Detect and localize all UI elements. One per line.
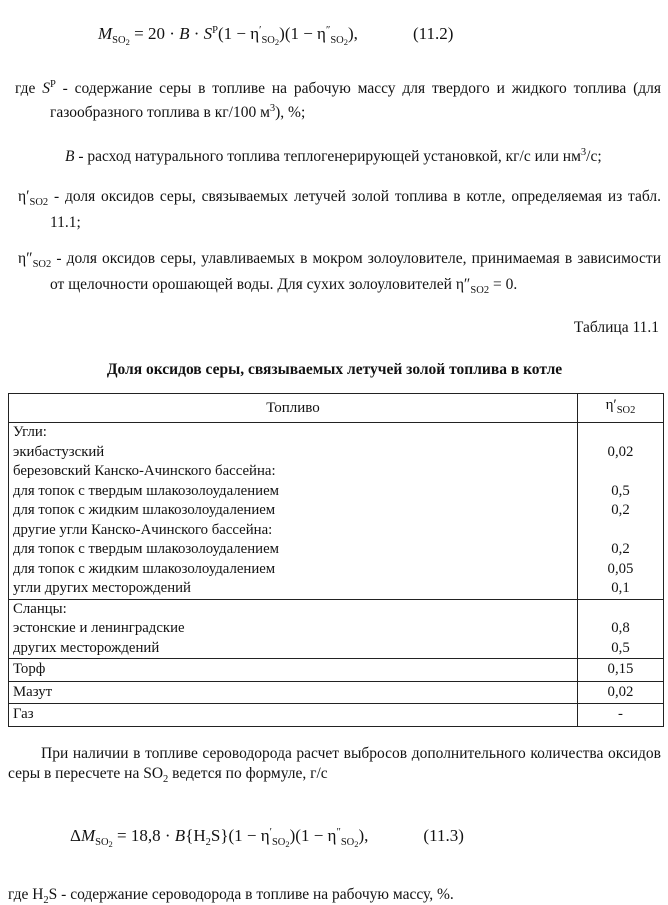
formula-11-2-term2: (1 − η <box>284 24 326 43</box>
formula-11-2-term2-close: ), <box>348 24 358 43</box>
so2-subscript: 2 <box>163 773 169 785</box>
formula-11-2-double-prime: ″ <box>325 25 331 36</box>
fuel-cell: для топок с твердым шлакозолоудалением <box>13 541 280 557</box>
cubic-meter-superscript: 3 <box>269 103 276 114</box>
formula-11-3-term1-subscript: SO2 <box>271 836 290 849</box>
formula-11-2-term2-subscript: SO2 <box>330 35 349 47</box>
formula-11-3-prime: ′ <box>269 826 272 838</box>
value-cell: 0,5 <box>578 639 664 659</box>
table-title: Доля оксидов серы, связываемых летучей золой топлива в котле <box>106 361 563 378</box>
formula-11-3-h2s-open: {H <box>185 825 206 845</box>
formula-11-3-variable-b: B <box>174 825 186 845</box>
definition-eta-double-prime <box>18 249 661 301</box>
definition-h2s <box>8 885 661 905</box>
value-cell: 0,5 <box>578 482 664 502</box>
symbol-eta-subscript: SO2 <box>32 259 52 270</box>
fuel-table-header <box>9 394 664 423</box>
value-cell <box>578 599 664 619</box>
table-row <box>9 423 664 443</box>
fuel-table-group <box>9 659 664 682</box>
formula-11-2-subscript-so2: SO2 <box>112 35 130 47</box>
definition-fuel-consumption <box>50 143 661 167</box>
table-header-row <box>9 394 664 423</box>
formula-11-3-variable-m: M <box>80 825 96 845</box>
definition-text: - расход натурального топлива теплогенерирующей установкой, кг/с или нм <box>74 148 581 165</box>
closing-paragraph <box>8 744 661 790</box>
closing-text: При наличии в топливе сероводорода расчет выбросов дополнительного количества оксидов серы в пересчете на SO <box>8 744 661 782</box>
formula-11-2-equals: = 20 · <box>129 24 180 43</box>
fuel-table-group <box>9 704 664 727</box>
formula-11-2-variable-s: S <box>203 24 213 43</box>
table-row <box>9 501 664 521</box>
formula-11-3-h2-subscript: 2 <box>205 836 211 848</box>
definition-text: - доля оксидов серы, связываемых летучей золой топлива в котле, определяемая из табл. 11.1; <box>48 188 661 231</box>
table-row <box>9 599 664 619</box>
formula-11-2-term1-subscript: SO2 <box>261 35 280 47</box>
value-cell <box>578 521 664 541</box>
fuel-cell: Сланцы: <box>13 600 67 617</box>
symbol-eta-subscript: SO2 <box>29 197 49 208</box>
symbol-b: B <box>65 148 75 165</box>
fuel-cell: для топок с жидким шлакозолоудалением <box>13 502 276 518</box>
definition-lead: где <box>15 80 43 97</box>
definition-sulfur-content <box>15 75 661 123</box>
fuel-cell: экибастузский <box>13 443 105 460</box>
fuel-table-group <box>9 423 664 600</box>
symbol-eta-double-prime: η″ <box>18 250 33 267</box>
definition-eta-prime <box>18 187 661 233</box>
value-cell <box>578 423 664 443</box>
value-cell: 0,15 <box>578 659 664 682</box>
definition-tail: S - содержание сероводорода в топливе на рабочую массу, %. <box>48 885 454 903</box>
value-cell: 0,1 <box>578 579 664 599</box>
formula-11-3-subscript-so2: SO2 <box>95 836 113 849</box>
fuel-table-group <box>9 681 664 704</box>
formula-11-3-h2s-close: S}(1 − η <box>210 825 270 845</box>
table-row <box>9 639 664 659</box>
symbol-eta-prime: η′ <box>18 188 30 205</box>
fuel-cell: Газ <box>13 706 34 722</box>
fuel-cell: Угли: <box>13 424 47 440</box>
table-number-label: Таблица 11.1 <box>573 319 659 336</box>
formula-11-2-term1: (1 − η <box>218 24 260 43</box>
formula-11-3-equals: = 18,8 · <box>112 825 175 845</box>
fuel-cell: другие угли Канско-Ачинского бассейна: <box>13 521 273 538</box>
definition-text: - доля оксидов серы, улавливаемых в мокром золоуловителе, принимаемая в зависимости от щелочности орошающей воды. Для сухих золоуловителей η″ <box>50 250 661 293</box>
formula-11-3-term2-subscript: SO2 <box>340 836 359 849</box>
table-row <box>9 659 664 682</box>
fuel-cell: для топок с твердым шлакозолоудалением <box>13 482 280 499</box>
table-row <box>9 443 664 463</box>
fuel-cell: Торф <box>13 661 46 677</box>
h2-subscript: 2 <box>43 894 49 905</box>
table-row <box>9 681 664 704</box>
formula-11-3 <box>70 820 661 857</box>
definition-text: где H <box>8 885 44 903</box>
formula-11-2-variable-b: B <box>179 24 190 43</box>
header-fuel: Топливо <box>9 394 578 423</box>
fuel-table <box>8 393 664 727</box>
definition-tail: ), %; <box>275 104 306 121</box>
definition-text: - содержание серы в топливе на рабочую массу для твердого и жидкого топлива (для газообразного топлива в кг/100 м <box>50 80 661 121</box>
symbol-eta-subscript-2: SO2 <box>470 285 490 296</box>
table-row <box>9 462 664 482</box>
formula-11-2-prime: ′ <box>259 25 262 36</box>
fuel-table-group <box>9 599 664 659</box>
table-row <box>9 521 664 541</box>
fuel-cell: березовский Канско-Ачинского бассейна: <box>13 463 276 479</box>
formula-11-2-dot: · <box>189 24 204 43</box>
value-cell: 0,8 <box>578 619 664 639</box>
value-cell: 0,2 <box>578 540 664 560</box>
formula-11-3-term2-close: ), <box>358 825 369 845</box>
value-cell <box>578 462 664 482</box>
formula-11-3-delta: Δ <box>70 825 81 845</box>
table-row <box>9 540 664 560</box>
symbol-s-superscript: Р <box>49 79 56 90</box>
formula-11-2-number: (11.2) <box>412 24 454 43</box>
value-cell: - <box>578 704 664 727</box>
fuel-cell: Мазут <box>13 683 53 700</box>
formula-11-2-term1-close: ) <box>279 24 285 43</box>
formula-11-2-variable-m: M <box>98 24 113 43</box>
cubic-meter-superscript: 3 <box>580 147 587 158</box>
fuel-cell: других месторождений <box>13 639 160 656</box>
table-row <box>9 560 664 580</box>
header-eta: $\eta'_{SO2}$ <box>578 394 664 423</box>
value-cell: 0,02 <box>578 443 664 463</box>
value-cell: 0,02 <box>578 681 664 704</box>
value-cell: 0,05 <box>578 560 664 580</box>
value-cell: 0,2 <box>578 501 664 521</box>
formula-11-2-superscript-p: Р <box>212 25 219 36</box>
table-row <box>9 482 664 502</box>
table-row <box>9 619 664 639</box>
formula-11-3-number: (11.3) <box>423 825 464 845</box>
fuel-cell: угли других месторождений <box>13 580 191 596</box>
closing-tail: ведется по формуле, г/с <box>168 764 328 782</box>
formula-11-3-term1-close: )(1 − η <box>289 825 337 845</box>
symbol-s: S <box>42 80 50 97</box>
definition-tail: = 0. <box>489 276 518 293</box>
formula-11-2 <box>98 18 661 55</box>
definition-tail: /с; <box>586 148 602 165</box>
table-row <box>9 579 664 599</box>
fuel-cell: для топок с жидким шлакозолоудалением <box>13 560 276 577</box>
fuel-cell: эстонские и ленинградские <box>13 620 185 636</box>
formula-11-3-double-prime: ″ <box>336 826 341 838</box>
table-row <box>9 704 664 727</box>
